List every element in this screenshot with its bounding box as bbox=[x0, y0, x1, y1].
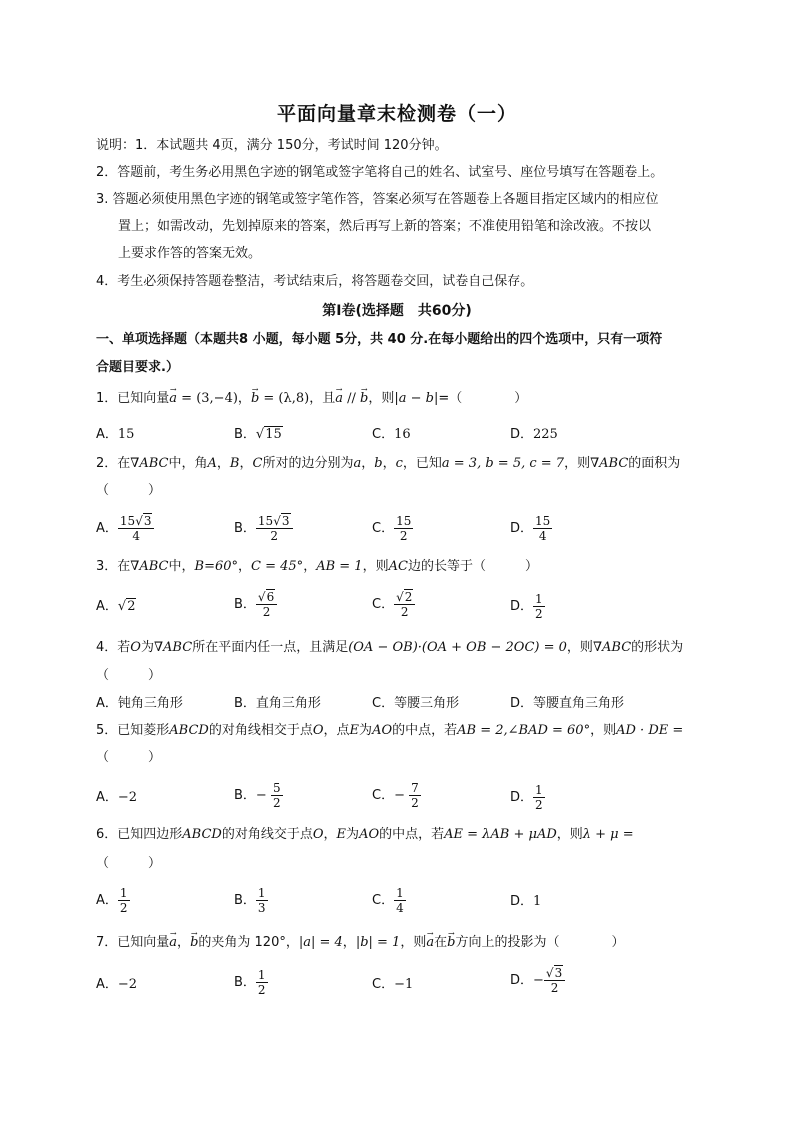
q7-option-c[interactable] bbox=[372, 976, 413, 994]
q7-option-d[interactable] bbox=[510, 966, 565, 995]
option-label: A． bbox=[96, 790, 118, 805]
denominator: 2 bbox=[272, 796, 281, 810]
denominator: 4 bbox=[538, 529, 547, 543]
option-value: 15 bbox=[117, 427, 135, 442]
minus-sign: − bbox=[533, 973, 544, 988]
option-label: A． bbox=[96, 599, 118, 614]
numerator: 15 bbox=[396, 514, 412, 528]
denominator: 2 bbox=[535, 607, 543, 621]
q3-option-c[interactable] bbox=[372, 590, 415, 619]
triangle-abc: ∇ABC bbox=[130, 559, 169, 574]
question-1-stem bbox=[96, 390, 527, 408]
option-value: 等腰直角三角形 bbox=[533, 696, 625, 711]
denominator: 2 bbox=[400, 605, 409, 619]
section-title: 第Ⅰ卷(选择题 共60分) bbox=[322, 303, 472, 319]
comma: ， bbox=[238, 559, 252, 574]
numerator: 1 bbox=[396, 886, 404, 900]
option-value: −2 bbox=[117, 977, 138, 992]
q2-text-4: ，已知 bbox=[402, 456, 442, 471]
radicand: 15 bbox=[265, 427, 282, 442]
q5-text-6: ，则 bbox=[590, 723, 617, 738]
option-label: C． bbox=[372, 893, 395, 908]
option-value: 等腰三角形 bbox=[394, 696, 460, 711]
q5-text-3: ，点 bbox=[323, 723, 350, 738]
q1-eq-a: = (3,−4) bbox=[177, 391, 238, 406]
q6-lambda-mu: λ + μ = bbox=[582, 827, 634, 842]
denominator: 2 bbox=[257, 983, 266, 997]
numerator: 1 bbox=[535, 592, 543, 606]
question-7-stem bbox=[96, 934, 624, 952]
note-3-cont-2: 上要求作答的答案无效。 bbox=[118, 246, 262, 261]
fraction bbox=[118, 886, 130, 915]
question-5-stem bbox=[96, 722, 683, 740]
comma: ， bbox=[382, 456, 396, 471]
numerator: 15 bbox=[535, 514, 551, 528]
vector-b: → b bbox=[251, 390, 259, 408]
point-o: O bbox=[130, 640, 141, 655]
fraction bbox=[256, 514, 293, 543]
q5-answer-blank: （ ） bbox=[96, 750, 162, 765]
denominator: 2 bbox=[550, 981, 559, 995]
fraction bbox=[394, 590, 415, 619]
q6-option-b[interactable] bbox=[234, 886, 268, 915]
option-label: B． bbox=[234, 597, 256, 612]
q2-option-d[interactable] bbox=[510, 514, 552, 543]
fraction bbox=[533, 592, 545, 621]
q2-option-a[interactable] bbox=[96, 514, 154, 543]
q4-option-d[interactable] bbox=[510, 695, 624, 713]
segment-ao: AO bbox=[372, 723, 393, 738]
q5-dot-product: AD · DE = bbox=[616, 723, 684, 738]
question-3-stem bbox=[96, 558, 538, 576]
side-ac: AC bbox=[388, 559, 408, 574]
triangle-abc: ∇ABC bbox=[130, 456, 169, 471]
part-heading-line-1: 一、单项选择题（本题共8 小题，每小题 5分，共 40 分.在每小题给出的四个选项中，只有一项符 bbox=[96, 332, 663, 347]
q3-option-a[interactable] bbox=[96, 598, 136, 616]
q7-text-3: ，则 bbox=[400, 935, 427, 950]
q6-vector-equation: AE = λAB + μAD bbox=[444, 827, 557, 842]
radicand: 6 bbox=[266, 590, 275, 604]
segment-ao: AO bbox=[359, 827, 380, 842]
q4-text-5: 的形状为 bbox=[631, 640, 684, 655]
note-4: 4．考生必须保持答题卷整洁，考试结束后，将答题卷交回，试卷自己保存。 bbox=[96, 274, 534, 289]
q5-option-d[interactable] bbox=[510, 783, 545, 812]
option-label: C． bbox=[372, 427, 395, 442]
q5-text-4: 为 bbox=[359, 723, 373, 738]
q5-option-a[interactable] bbox=[96, 789, 137, 807]
fraction bbox=[394, 514, 413, 543]
q3-text-2: 中， bbox=[168, 559, 195, 574]
q4-text-4: ，则 bbox=[566, 640, 593, 655]
q2-text-2: 中，角 bbox=[168, 456, 208, 471]
option-value: 225 bbox=[533, 427, 558, 442]
q1-text-3: ，则 bbox=[368, 391, 395, 406]
comma: ， bbox=[239, 456, 253, 471]
q2-text: 2．在 bbox=[96, 456, 131, 471]
denominator: 4 bbox=[396, 901, 404, 915]
q6-option-c[interactable] bbox=[372, 886, 406, 915]
q2-text-3: 所对的边分别为 bbox=[262, 456, 354, 471]
q7-abs-a: |a| = 4 bbox=[298, 935, 343, 950]
numerator: 1 bbox=[119, 886, 128, 900]
option-label: B． bbox=[234, 696, 256, 711]
q4-option-a[interactable] bbox=[96, 695, 183, 713]
numerator: 15√3 bbox=[118, 514, 155, 529]
option-label: D． bbox=[510, 894, 534, 909]
q5-option-b[interactable] bbox=[234, 781, 283, 810]
vector-a: → a bbox=[335, 390, 343, 408]
q7-text-2: 的夹角为 120°， bbox=[198, 935, 299, 950]
option-value: −1 bbox=[394, 977, 414, 992]
exam-title: 平面向量章末检测卷（一） bbox=[276, 103, 517, 125]
note-3: 3. 答题必须使用黑色字迹的钢笔或签字笔作答，答案必须写在答题卷上各题目指定区域内的相应位 bbox=[96, 192, 659, 207]
sqrt-expr: √2 bbox=[117, 599, 136, 614]
angle-b: B bbox=[229, 456, 240, 471]
vector-b: → b bbox=[360, 390, 368, 408]
option-label: C． bbox=[372, 521, 395, 536]
comma: ， bbox=[303, 559, 317, 574]
radicand: 3 bbox=[554, 966, 563, 980]
q4-text: 4．若 bbox=[96, 640, 131, 655]
q1-comma: ， bbox=[237, 391, 251, 406]
vector-a: → a bbox=[169, 390, 177, 408]
option-label: B． bbox=[234, 893, 256, 908]
q3-option-d[interactable] bbox=[510, 592, 545, 621]
option-label: A． bbox=[96, 977, 118, 992]
denominator: 2 bbox=[411, 796, 419, 810]
q3-text-4: 边的长等于（ ） bbox=[407, 559, 538, 574]
q1-answer-blank: =（ ） bbox=[438, 391, 528, 406]
denominator: 2 bbox=[270, 529, 279, 543]
q3-option-b[interactable] bbox=[234, 590, 277, 619]
q3-side-ab: AB = 1 bbox=[316, 559, 363, 574]
q5-option-c[interactable] bbox=[372, 781, 421, 810]
part-heading-line-2: 合题目要求.） bbox=[96, 360, 179, 375]
q4-answer-blank: （ ） bbox=[96, 668, 162, 683]
option-label: D． bbox=[510, 696, 534, 711]
q6-answer-blank: （ ） bbox=[96, 856, 162, 871]
option-label: B． bbox=[234, 427, 256, 442]
q1-abs-expr: |a − b| bbox=[394, 391, 439, 406]
q4-option-c[interactable] bbox=[372, 695, 459, 713]
point-e: E bbox=[349, 723, 360, 738]
option-label: C． bbox=[372, 597, 395, 612]
q3-angle-b: B=60° bbox=[194, 559, 239, 574]
fraction bbox=[256, 590, 277, 619]
q3-text-3: ，则 bbox=[362, 559, 389, 574]
q2-text-6: 的面积为 bbox=[628, 456, 681, 471]
q6-text-3: 为 bbox=[346, 827, 360, 842]
q1-option-b[interactable] bbox=[234, 426, 283, 444]
denominator: 2 bbox=[535, 798, 543, 812]
minus-sign: − bbox=[255, 788, 267, 803]
note-1: 说明：1．本试题共 4页，满分 150分，考试时间 120分钟。 bbox=[96, 138, 448, 153]
denominator: 2 bbox=[262, 605, 271, 619]
q6-text: 6．已知四边形 bbox=[96, 827, 183, 842]
option-label: C． bbox=[372, 977, 395, 992]
option-label: B． bbox=[234, 521, 256, 536]
q7-option-b[interactable] bbox=[234, 968, 268, 997]
numerator: 5 bbox=[272, 781, 281, 795]
triangle-abc: ∇ABC bbox=[153, 640, 193, 655]
numerator: 1 bbox=[257, 886, 266, 900]
triangle-abc: ∇ABC bbox=[590, 456, 629, 471]
sqrt-expr: √15 bbox=[255, 427, 282, 442]
option-label: A． bbox=[96, 521, 118, 536]
q2-text-5: ，则 bbox=[564, 456, 591, 471]
radicand: 3 bbox=[281, 514, 290, 528]
radicand: 3 bbox=[143, 514, 152, 528]
side-b: b bbox=[374, 456, 383, 471]
q6-option-d[interactable] bbox=[510, 893, 541, 911]
q7-text-4: 在 bbox=[434, 935, 448, 950]
option-label: C． bbox=[372, 788, 395, 803]
q6-text-4: 的中点，若 bbox=[379, 827, 445, 842]
option-label: D． bbox=[510, 599, 534, 614]
numerator: √6 bbox=[256, 590, 277, 605]
q2-condition: a = 3, b = 5, c = 7 bbox=[441, 456, 565, 471]
q1-eq-b: = (λ,8) bbox=[259, 391, 310, 406]
q7-text-5: 方向上的投影为（ ） bbox=[455, 935, 625, 950]
q5-condition: AB = 2,∠BAD = 60° bbox=[457, 723, 591, 738]
numerator: 1 bbox=[535, 783, 543, 797]
numerator: 7 bbox=[411, 781, 419, 795]
comma: ， bbox=[216, 456, 230, 471]
radicand: 2 bbox=[127, 599, 136, 614]
q3-angle-c: C = 45° bbox=[251, 559, 304, 574]
q1-option-d[interactable] bbox=[510, 426, 558, 444]
triangle-abc: ∇ABC bbox=[592, 640, 632, 655]
question-2-stem bbox=[96, 455, 680, 473]
q4-text-2: 为 bbox=[140, 640, 154, 655]
comma: ， bbox=[323, 827, 337, 842]
option-label: B． bbox=[234, 975, 256, 990]
fraction bbox=[533, 514, 552, 543]
quadrilateral-abcd: ABCD bbox=[182, 827, 222, 842]
option-label: A． bbox=[96, 427, 118, 442]
option-value: −2 bbox=[117, 790, 138, 805]
option-label: D． bbox=[510, 973, 534, 988]
q6-text-5: ，则 bbox=[556, 827, 583, 842]
fraction bbox=[409, 781, 421, 810]
note-2: 2．答题前，考生务必用黑色字迹的钢笔或签字笔将自己的姓名、试室号、座位号填写在答题卷上。 bbox=[96, 165, 664, 180]
option-label: D． bbox=[510, 427, 534, 442]
comma: ， bbox=[342, 935, 356, 950]
angle-a: A bbox=[207, 456, 217, 471]
coef: 15 bbox=[119, 514, 136, 528]
question-4-stem bbox=[96, 639, 683, 657]
comma: ， bbox=[361, 456, 375, 471]
option-label: D． bbox=[510, 790, 534, 805]
parallel-symbol: // bbox=[343, 391, 361, 406]
q7-abs-b: |b| = 1 bbox=[355, 935, 401, 950]
q2-answer-blank: （ ） bbox=[96, 483, 162, 498]
q5-text: 5．已知菱形 bbox=[96, 723, 170, 738]
q4-text-3: 所在平面内任一点，且满足 bbox=[192, 640, 349, 655]
q7-text: 7．已知向量 bbox=[96, 935, 170, 950]
vector-a: → a bbox=[169, 934, 177, 952]
point-o: O bbox=[312, 827, 324, 842]
fraction bbox=[256, 886, 268, 915]
q1-text: 1．已知向量 bbox=[96, 391, 170, 406]
rhombus-abcd: ABCD bbox=[169, 723, 209, 738]
option-value: 直角三角形 bbox=[255, 696, 321, 711]
q5-text-2: 的对角线相交于点 bbox=[208, 723, 313, 738]
angle-c: C bbox=[252, 456, 263, 471]
q1-text-2: ，且 bbox=[309, 391, 336, 406]
option-label: D． bbox=[510, 521, 534, 536]
option-value: 钝角三角形 bbox=[117, 696, 183, 711]
q4-option-b[interactable] bbox=[234, 695, 321, 713]
q2-option-c[interactable] bbox=[372, 514, 413, 543]
option-label: C． bbox=[372, 696, 395, 711]
q1-option-a[interactable] bbox=[96, 426, 134, 444]
q3-text: 3．在 bbox=[96, 559, 131, 574]
denominator: 4 bbox=[132, 529, 141, 543]
fraction bbox=[256, 968, 268, 997]
q5-text-5: 的中点，若 bbox=[392, 723, 458, 738]
fraction bbox=[533, 783, 545, 812]
vector-b: → b bbox=[447, 934, 455, 952]
q6-text-2: 的对角线交于点 bbox=[221, 827, 313, 842]
q2-option-b[interactable] bbox=[234, 514, 293, 543]
note-3-cont-1: 置上；如需改动，先划掉原来的答案，然后再写上新的答案；不准使用铅笔和涂改液。不按以 bbox=[118, 219, 652, 234]
numerator: √2 bbox=[394, 590, 415, 605]
option-label: A． bbox=[96, 893, 118, 908]
denominator: 2 bbox=[119, 901, 128, 915]
q7-option-a[interactable] bbox=[96, 976, 137, 994]
fraction bbox=[271, 781, 283, 810]
point-e: E bbox=[336, 827, 347, 842]
side-a: a bbox=[353, 456, 362, 471]
option-value: 1 bbox=[533, 894, 542, 909]
comma: ， bbox=[177, 935, 191, 950]
point-o: O bbox=[312, 723, 324, 738]
fraction bbox=[118, 514, 155, 543]
fraction bbox=[544, 966, 565, 995]
q4-vector-expression: (OA − OB)·(OA + OB − 2OC) = 0 bbox=[348, 640, 567, 655]
option-value: 16 bbox=[394, 427, 411, 442]
minus-sign: − bbox=[394, 788, 405, 803]
option-label: B． bbox=[234, 788, 256, 803]
side-c: c bbox=[395, 456, 403, 471]
numerator: 15√3 bbox=[256, 514, 293, 529]
denominator: 2 bbox=[399, 529, 408, 543]
q1-option-c[interactable] bbox=[372, 426, 411, 444]
radicand: 2 bbox=[404, 590, 413, 604]
denominator: 3 bbox=[257, 901, 266, 915]
coef: 15 bbox=[257, 514, 274, 528]
numerator: √3 bbox=[544, 966, 565, 981]
q6-option-a[interactable] bbox=[96, 886, 130, 915]
vector-b: → b bbox=[190, 934, 198, 952]
numerator: 1 bbox=[257, 968, 266, 982]
vector-a: → a bbox=[426, 934, 434, 952]
question-6-stem bbox=[96, 826, 634, 844]
option-label: A． bbox=[96, 696, 118, 711]
fraction bbox=[394, 886, 406, 915]
